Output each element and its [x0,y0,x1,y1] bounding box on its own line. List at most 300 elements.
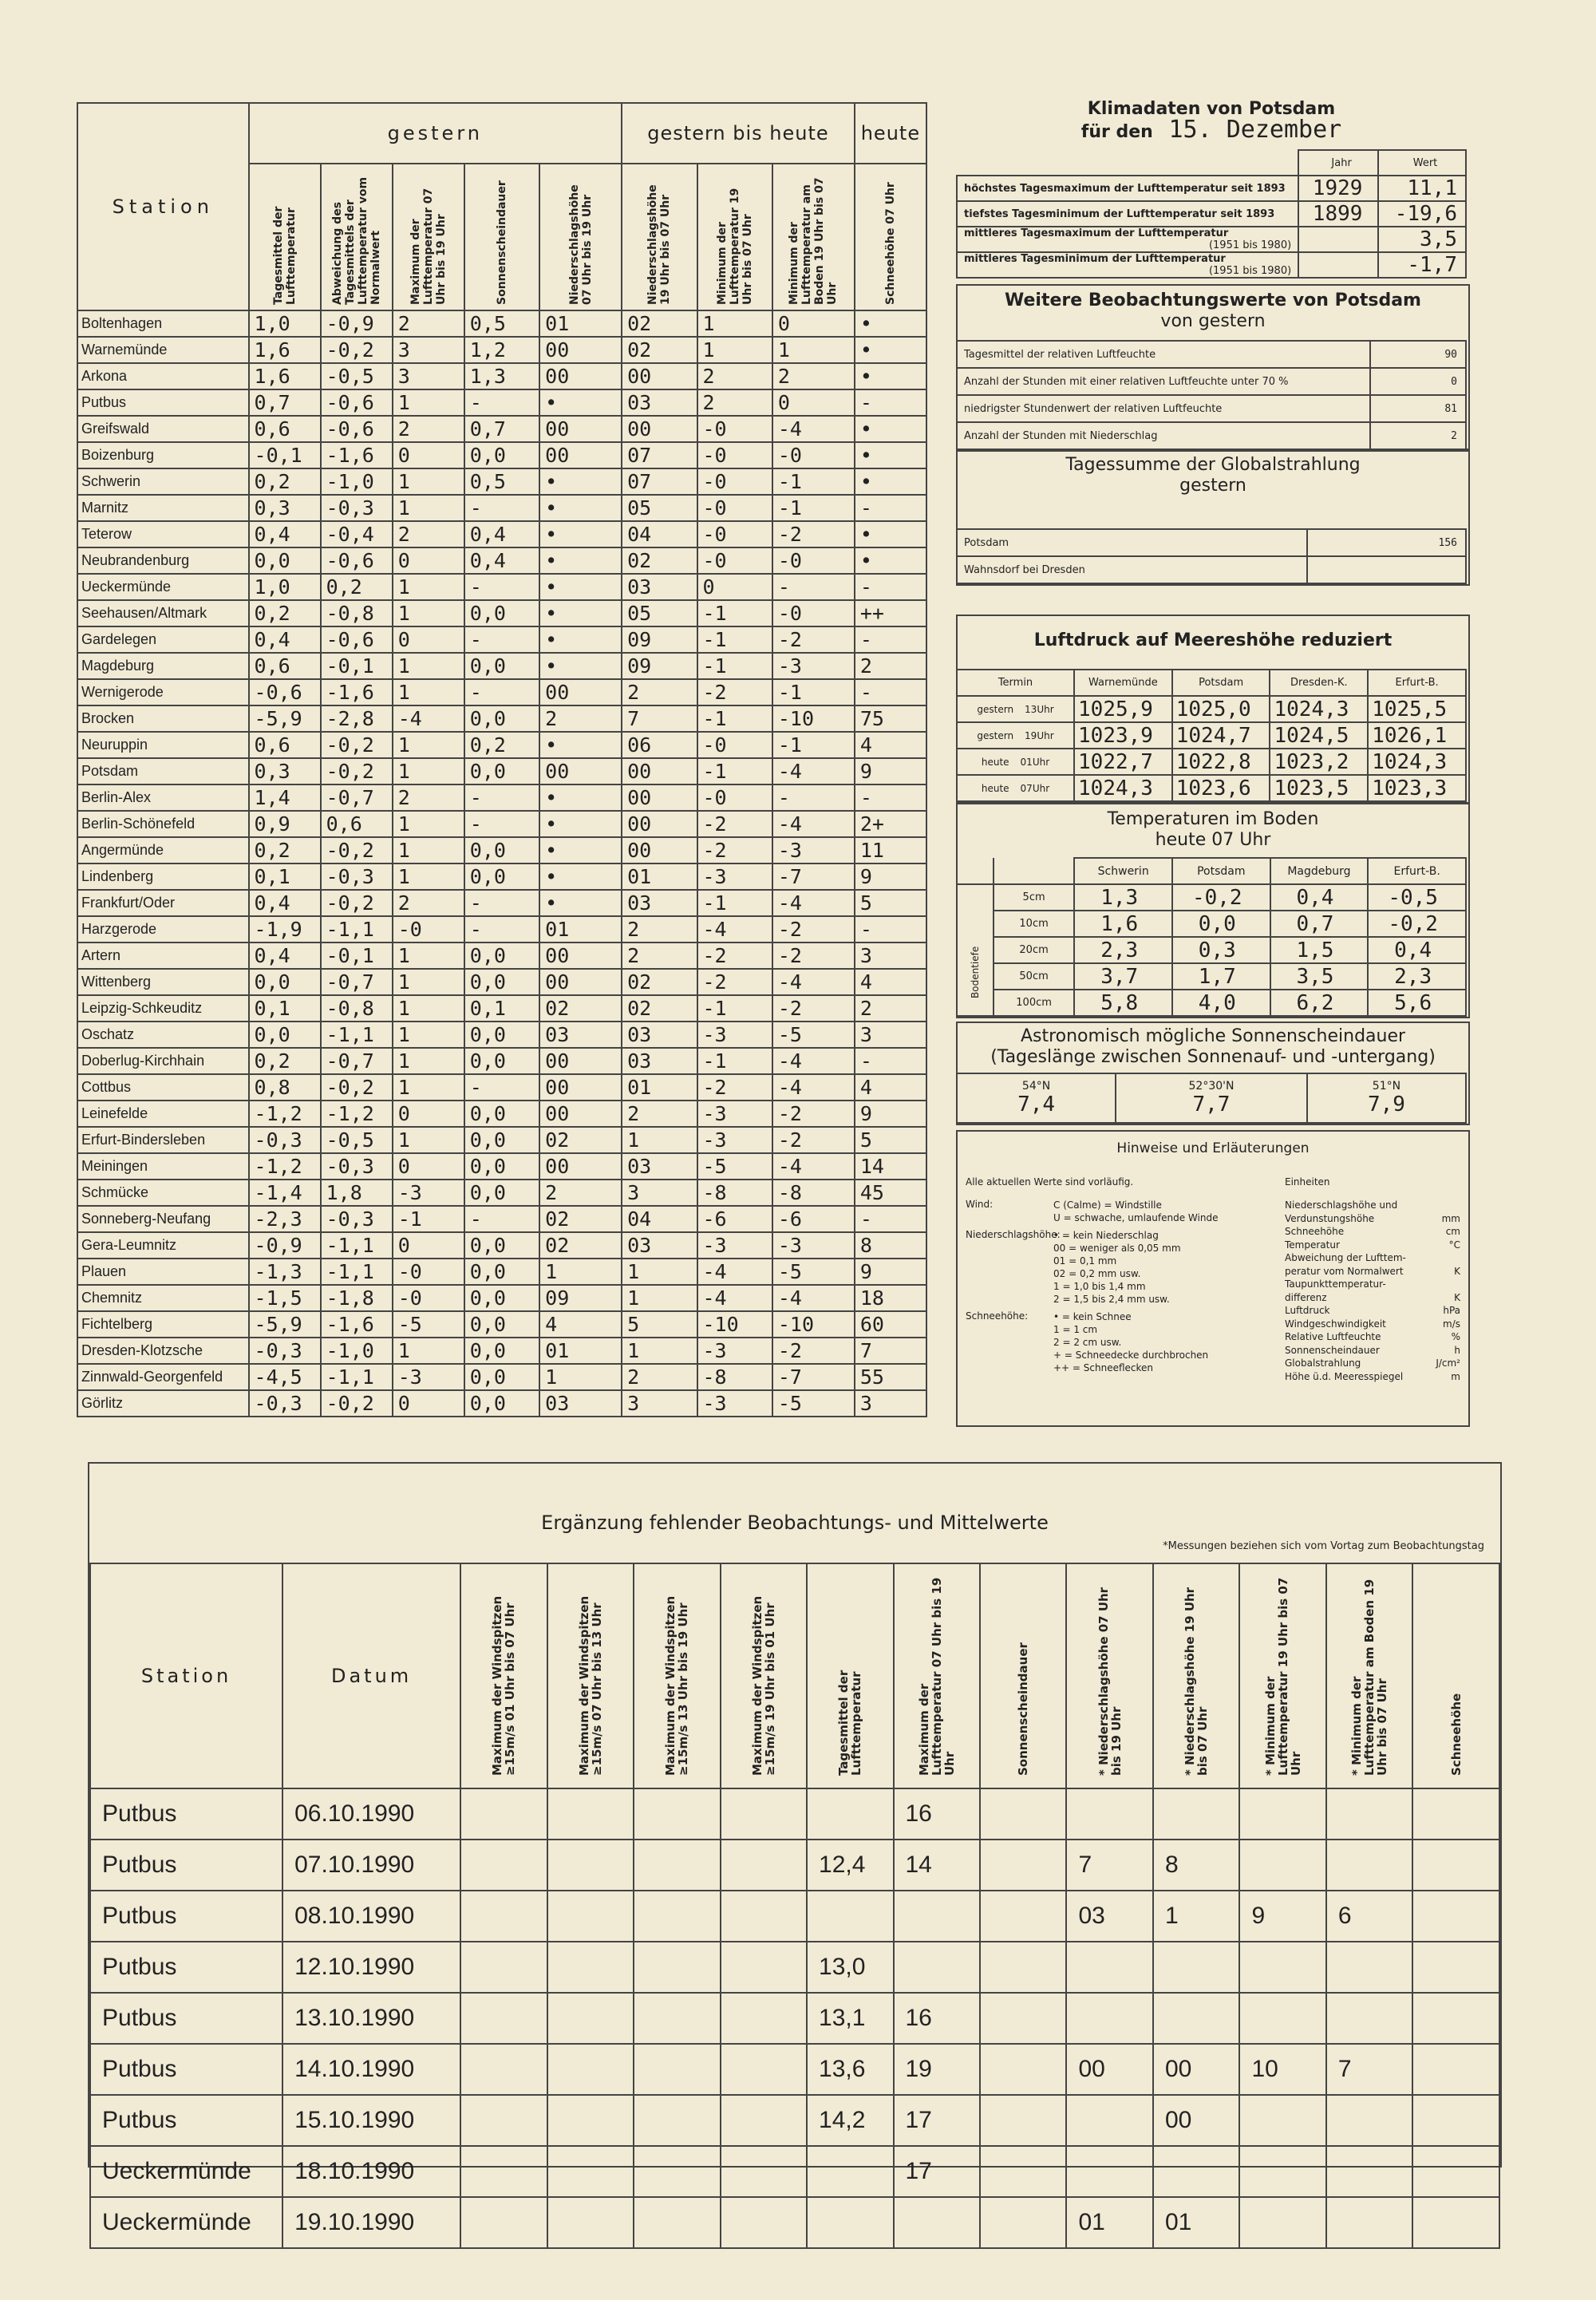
station-value: 9 [855,758,926,784]
station-value: -1 [697,653,772,679]
station-value: -0,8 [321,600,393,626]
station-value: 0,6 [249,653,321,679]
station-row [77,811,926,837]
supplement-cell [980,1840,1066,1891]
supplement-cell [1412,1993,1499,2044]
station-table [77,102,927,1417]
supplement-header [282,1563,460,1788]
druck-row [957,749,1466,775]
station-name: Gera-Leumnitz [77,1232,249,1259]
col-wert: Wert [1378,150,1466,176]
station-value: 0,0 [464,1390,539,1417]
weitere-wert: 0 [1370,368,1466,395]
supplement-cell [807,2197,893,2248]
station-value: -1,1 [321,1364,393,1390]
station-value: 0,0 [464,969,539,995]
supplement-cell [634,2044,720,2095]
supplement-cell: 16 [894,1993,980,2044]
station-value: - [464,495,539,521]
station-value: ++ [855,600,926,626]
einheit-line [1285,1304,1460,1318]
supplement-cell: 12,4 [807,1840,893,1891]
station-value: -3 [772,837,855,863]
druck-row [957,722,1466,749]
column-header [855,164,926,310]
supplement-cell [634,1891,720,1942]
supplement-cell [1326,2095,1412,2146]
einheit-unit: J/cm² [1436,1357,1460,1369]
klimadaten-panel [956,99,1467,279]
station-value: 0,2 [321,574,393,600]
station-row [77,705,926,732]
station-value: • [539,495,622,521]
nied-line: 1 = 1,0 bis 1,4 mm [1053,1281,1146,1292]
supplement-header-label: Station [140,1665,232,1687]
supplement-cell [1066,1942,1152,1993]
station-value: -1,2 [321,1101,393,1127]
group-header-heute: heute [855,103,926,164]
station-value: 3 [622,1180,697,1206]
station-value: 4 [855,969,926,995]
einheit-line [1285,1278,1460,1291]
station-value: 00 [539,969,622,995]
station-value: -1,6 [321,679,393,705]
station-value: -5 [772,1259,855,1285]
station-row [77,732,926,758]
station-value: -5 [772,1390,855,1417]
supplement-cell: 7 [1066,1840,1152,1891]
nied-line: 01 = 0,1 mm [1053,1255,1117,1267]
weitere-wert: 2 [1370,422,1466,449]
station-value: 2 [855,653,926,679]
station-value: -0,7 [321,1048,393,1074]
station-row [77,653,926,679]
druck-value: 1023,2 [1270,749,1368,775]
hinweise-panel [956,1130,1470,1427]
station-value: -1 [697,758,772,784]
station-name: Meiningen [77,1153,249,1180]
einheit-unit: m/s [1443,1318,1460,1330]
station-value: 1 [539,1259,622,1285]
station-value: -1,5 [249,1285,321,1311]
station-value: 1,3 [464,363,539,389]
supplement-cell [980,1788,1066,1840]
station-value: 00 [539,679,622,705]
station-value: 00 [539,416,622,442]
supplement-cell: 8 [1153,1840,1239,1891]
station-value: 1 [393,495,464,521]
station-row [77,758,926,784]
supplement-cell: Putbus [90,1840,282,1891]
supplement-cell [721,1840,807,1891]
station-value: 0,0 [249,1022,321,1048]
station-row [77,495,926,521]
supplement-cell [1239,1993,1325,2044]
supplement-cell [1412,1891,1499,1942]
station-row [77,337,926,363]
station-value: -3 [697,1390,772,1417]
klimadaten-prefix: für den [1080,122,1153,142]
station-value: 0,6 [321,811,393,837]
station-value: -1 [772,468,855,495]
klima-jahr: 1929 [1298,176,1378,201]
station-value: 01 [539,1338,622,1364]
station-value: 9 [855,1101,926,1127]
station-value: 1 [393,389,464,416]
station-value: -1,1 [321,916,393,943]
supplement-cell [547,2146,634,2197]
station-value: -2 [772,1338,855,1364]
einheit-name: peratur vom Normalwert [1285,1265,1404,1277]
station-value: -1 [697,600,772,626]
weitere-title: Weitere Beobachtungswerte von Potsdam [1005,290,1421,310]
klimadaten-table [956,149,1467,279]
station-value: -2 [697,679,772,705]
station-value: 1 [393,1338,464,1364]
ergaenzung-note: *Messungen beziehen sich vom Vortag zum Beobachtungstag [1163,1540,1484,1552]
station-value: 0,2 [249,1048,321,1074]
station-value: 1 [393,943,464,969]
station-value: • [539,574,622,600]
klima-label-text: mittleres Tagesmaximum der Lufttemperatur [964,227,1229,239]
station-value: • [539,600,622,626]
station-row [77,521,926,547]
einheit-unit: °C [1448,1239,1460,1251]
group-header-gestern-bis-heute: gestern bis heute [622,103,855,164]
station-value: - [464,916,539,943]
station-value: -0,2 [321,837,393,863]
station-value: -0,7 [321,784,393,811]
station-value: -0,3 [321,1206,393,1232]
druck-value: 1023,3 [1368,775,1466,801]
einheit-unit: cm [1445,1226,1460,1237]
station-value: 1 [539,1364,622,1390]
weitere-panel [956,284,1470,452]
station-value: 02 [622,337,697,363]
boden-value: 0,4 [1368,937,1466,963]
supplement-cell [721,1788,807,1840]
station-value: -0,2 [321,1390,393,1417]
klima-label-text: mittleres Tagesminimum der Lufttemperatur [964,253,1226,265]
station-name: Fichtelberg [77,1311,249,1338]
supplement-cell: 19 [894,2044,980,2095]
station-value: • [855,442,926,468]
klima-label-text: höchstes Tagesmaximum der Lufttemperatur seit 1893 [964,182,1286,195]
station-value: 00 [622,758,697,784]
station-row [77,1259,926,1285]
station-value: 0,0 [464,1048,539,1074]
supplement-cell [980,1993,1066,2044]
station-value: 0,0 [464,943,539,969]
supplement-cell [721,1993,807,2044]
druck-termin [957,722,1074,749]
boden-tiefe: 5cm [994,884,1075,911]
klima-period: (1951 bis 1980) [1208,265,1292,277]
supplement-cell [460,2146,547,2197]
station-row [77,1311,926,1338]
supplement-header-label: Maximum der Windspitzen ≥15m/s 19 Uhr bis 01 Uhr [749,1595,777,1776]
supplement-cell [1326,1840,1412,1891]
supplement-cell [1066,2146,1152,2197]
station-value: -3 [697,1127,772,1153]
boden-header: Magdeburg [1270,858,1369,884]
station-value: 02 [539,995,622,1022]
station-value: 00 [622,416,697,442]
einheit-line [1285,1239,1460,1252]
station-value: 0,7 [249,389,321,416]
station-row [77,1022,926,1048]
supplement-header-label: Maximum der Lufttemperatur 07 Uhr bis 19 Uhr [916,1577,957,1776]
boden-value: 5,8 [1074,990,1172,1016]
supplement-cell [980,2095,1066,2146]
station-value: 1 [622,1338,697,1364]
station-row [77,1206,926,1232]
einheit-line [1285,1225,1460,1239]
ergaenzung-title: Ergänzung fehlender Beobachtungs- und Mittelwerte [541,1512,1049,1534]
station-value: 0 [393,547,464,574]
station-value: -0 [697,495,772,521]
station-name: Greifswald [77,416,249,442]
supplement-cell: 17 [894,2095,980,2146]
station-name: Gardelegen [77,626,249,653]
klima-wert: 11,1 [1378,176,1466,201]
station-name: Ueckermünde [77,574,249,600]
sonne-cell [957,1073,1116,1123]
station-name: Sonneberg-Neufang [77,1206,249,1232]
supplement-cell [807,1788,893,1840]
station-name: Wernigerode [77,679,249,705]
supplement-cell: 14.10.1990 [282,2044,460,2095]
station-value: 0,2 [249,600,321,626]
druck-termin-a: gestern [977,729,1014,741]
station-value: 2 [697,363,772,389]
station-value: 2 [622,943,697,969]
column-header-label: Minimum der Lufttemperatur am Boden 19 Uhr bis 07 Uhr [788,177,839,305]
supplement-header [1239,1563,1325,1788]
station-name: Berlin-Alex [77,784,249,811]
supplement-cell [1326,1788,1412,1840]
boden-row [957,911,1466,937]
station-value: -1 [697,890,772,916]
supplement-cell: 1 [1153,1891,1239,1942]
column-header-label: Niederschlagshöhe 19 Uhr bis 07 Uhr [646,184,673,305]
supplement-row [90,1942,1499,1993]
boden-value: 1,3 [1074,884,1172,911]
station-name: Brocken [77,705,249,732]
station-value: 0,2 [249,837,321,863]
station-value: -0,3 [249,1338,321,1364]
druck-value: 1024,3 [1270,696,1368,722]
station-name: Schmücke [77,1180,249,1206]
ergaenzung-table [89,1563,1500,2249]
station-value: -0,1 [249,442,321,468]
station-value: 1 [393,837,464,863]
druck-header: Potsdam [1172,670,1270,696]
station-value: -3 [697,1022,772,1048]
station-value: 1 [697,337,772,363]
druck-value: 1023,5 [1270,775,1368,801]
station-value: 1 [393,679,464,705]
klima-label [957,227,1298,252]
klima-row [957,227,1466,252]
station-row [77,468,926,495]
nied-line: • = kein Niederschlag [1053,1230,1159,1241]
station-value: 00 [539,442,622,468]
luftdruck-panel [956,615,1470,804]
station-value: - [772,784,855,811]
supplement-cell [1326,2197,1412,2248]
boden-value: 1,6 [1074,911,1172,937]
druck-header: Dresden-K. [1270,670,1368,696]
hinweise-intro: Alle aktuellen Werte sind vorläufig. [966,1176,1134,1188]
station-name: Putbus [77,389,249,416]
weitere-subtitle: von gestern [1160,311,1266,331]
supplement-cell [634,2146,720,2197]
hinweise-einheiten [1285,1176,1460,1383]
supplement-cell: 17 [894,2146,980,2197]
supplement-header [1066,1563,1152,1788]
column-header [539,164,622,310]
druck-title: Luftdruck auf Meereshöhe reduziert [1033,630,1393,650]
station-value: 2 [772,363,855,389]
station-name: Harzgerode [77,916,249,943]
einheit-unit: K [1454,1291,1460,1303]
station-name: Lindenberg [77,863,249,890]
boden-row [957,963,1466,990]
supplement-cell [1153,1993,1239,2044]
supplement-cell [547,1840,634,1891]
station-row [77,943,926,969]
station-value: 03 [539,1022,622,1048]
station-value: -1 [772,679,855,705]
wind-label: Wind: [966,1199,994,1210]
klima-label [957,176,1298,201]
boden-value: -0,2 [1172,884,1270,911]
supplement-cell [807,1891,893,1942]
station-value: 0,0 [464,705,539,732]
station-value: 02 [539,1127,622,1153]
sonne-value: 7,4 [1017,1093,1056,1116]
station-value: 3 [393,363,464,389]
station-value: 09 [539,1285,622,1311]
station-value: • [855,468,926,495]
station-value: 0 [393,626,464,653]
column-header [464,164,539,310]
supplement-header [1153,1563,1239,1788]
station-value: 0 [772,310,855,337]
weitere-wert: 81 [1370,395,1466,422]
station-value: -3 [393,1180,464,1206]
station-value: -5,9 [249,705,321,732]
klima-row [957,176,1466,201]
supplement-row [90,1788,1499,1840]
supplement-cell [1326,1942,1412,1993]
supplement-cell: 10 [1239,2044,1325,2095]
station-value: -8 [697,1364,772,1390]
einheit-unit: % [1451,1331,1460,1342]
station-value: -3 [697,1232,772,1259]
station-value: - [464,574,539,600]
station-value: -1 [393,1206,464,1232]
station-value: 5 [622,1311,697,1338]
station-row [77,1285,926,1311]
supplement-cell [634,1840,720,1891]
sonne-value: 7,9 [1367,1093,1405,1116]
station-row [77,1390,926,1417]
supplement-cell: 15.10.1990 [282,2095,460,2146]
station-value: • [855,416,926,442]
supplement-cell [1239,2095,1325,2146]
station-value: -4 [697,1285,772,1311]
supplement-cell: 6 [1326,1891,1412,1942]
station-value: 03 [622,389,697,416]
station-value: 5 [855,1127,926,1153]
station-value: -2,8 [321,705,393,732]
station-value: 2 [393,890,464,916]
station-value: • [855,337,926,363]
supplement-cell: 00 [1153,2044,1239,2095]
station-value: • [539,521,622,547]
supplement-cell [1412,2146,1499,2197]
station-value: 3 [393,337,464,363]
station-value: -0,2 [321,337,393,363]
druck-termin-a: heute [981,756,1009,768]
supplement-cell: 12.10.1990 [282,1942,460,1993]
supplement-cell [460,2095,547,2146]
supplement-cell: 00 [1153,2095,1239,2146]
station-value: 18 [855,1285,926,1311]
station-value: -10 [697,1311,772,1338]
druck-termin-b: 01Uhr [1020,756,1050,768]
station-value: -4 [772,890,855,916]
einheit-name: Temperatur [1285,1239,1340,1251]
station-value: 07 [622,468,697,495]
station-row [77,1180,926,1206]
supplement-cell [721,2044,807,2095]
station-value: -1 [697,705,772,732]
station-value: 01 [539,916,622,943]
station-value: -2 [772,995,855,1022]
station-value: -4 [697,916,772,943]
supplement-cell: 7 [1326,2044,1412,2095]
station-value: - [855,495,926,521]
einheit-name: Abweichung der Lufttem- [1285,1252,1406,1263]
druck-value: 1023,9 [1074,722,1172,749]
station-value: -5 [772,1022,855,1048]
klima-label [957,252,1298,278]
station-value: -2 [772,626,855,653]
column-header [772,164,855,310]
station-value: - [855,916,926,943]
station-value: • [539,837,622,863]
station-value: -3 [697,863,772,890]
station-value: 0,0 [464,1022,539,1048]
station-value: 14 [855,1153,926,1180]
station-value: -2 [697,943,772,969]
supplement-cell [460,1788,547,1840]
station-value: 0,3 [249,758,321,784]
station-value: 00 [539,943,622,969]
supplement-cell: 01 [1153,2197,1239,2248]
weitere-wert: 90 [1370,341,1466,368]
station-value: 1 [393,758,464,784]
druck-row [957,775,1466,801]
globalstrahlung-panel [956,449,1470,586]
station-value: 03 [622,890,697,916]
supplement-cell [1412,1942,1499,1993]
supplement-row [90,2197,1499,2248]
station-value: 0,1 [464,995,539,1022]
